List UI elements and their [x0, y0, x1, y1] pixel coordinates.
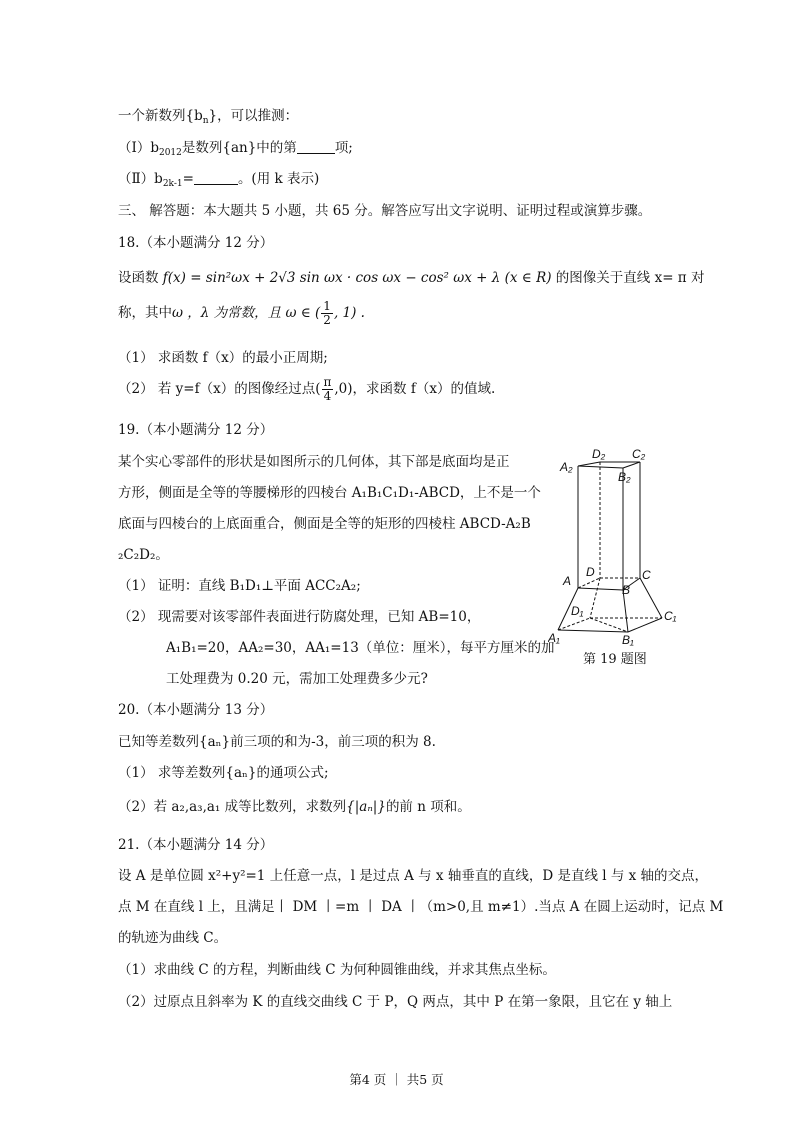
diagonal-b1d1	[590, 618, 628, 632]
label-d2: D₂	[592, 447, 606, 461]
problem-19-text-4: ₂C₂D₂。	[118, 547, 169, 563]
problem-20-heading: 20.（本小题满分 13 分）	[118, 702, 274, 718]
problem-19-q2-line1: （2） 现需要对该零部件表面进行防腐处理，已知 AB=10，	[118, 609, 481, 625]
edge-dd1-hidden	[590, 578, 600, 618]
problem-18-q1: （1） 求函数 f（x）的最小正周期;	[118, 350, 328, 366]
problem-21-heading: 21.（本小题满分 14 分）	[118, 837, 274, 853]
sub-question-2: $(Ⅱ)b_{2k-1}=$ 。(用 k 表示)	[118, 171, 320, 189]
label-b2: B₂	[618, 470, 631, 484]
problem-19-q2-line2: A₁B₁=20，AA₂=30，AA₁=13（单位：厘米），每平方厘米的加	[166, 640, 555, 656]
fraction: $\frac{\pi}{4}$	[323, 375, 332, 403]
problem-18-statement: 设函数 f(x) = sin²ωx + 2√3 sin ωx · cos ωx − cos² ωx + λ (x ∈ R) 的图像关于直线 x= π 对	[118, 270, 705, 286]
intro-line: 一个新数列$\{b_n\}$，可以推测：	[118, 108, 299, 126]
label-c2: C₂	[632, 447, 646, 461]
problem-19-text-2: 方形，侧面是全等的等腰梯形的四棱台 A₁B₁C₁D₁-ABCD，上不是一个	[118, 485, 541, 501]
solid-geometry-figure	[548, 446, 688, 646]
problem-21-q2: （2）过原点且斜率为 K 的直线交曲线 C 于 P，Q 两点，其中 P 在第一象限，且它在 y 轴上	[118, 994, 673, 1010]
answer-blank	[297, 141, 335, 154]
label-a2: A₂	[560, 460, 573, 474]
section-3-heading: 三、 解答题：本大题共 5 小题，共 65 分。解答应写出文字说明、证明过程或演算步骤。	[118, 203, 652, 219]
edge-c2b2	[623, 462, 640, 468]
problem-19-text-1: 某个实心零部件的形状是如图所示的几何体，其下部是底面均是正	[118, 454, 510, 470]
problem-19-text-3: 底面与四棱台的上底面重合，侧面是全等的矩形的四棱柱 ABCD-A₂B	[118, 516, 531, 532]
problem-19-heading: 19.（本小题满分 12 分）	[118, 422, 274, 438]
label-c: C	[642, 568, 651, 582]
edge-b1c1	[628, 618, 662, 632]
problem-21-text-1: 设 A 是单位圆 x²+y²=1 上任意一点，l 是过点 A 与 x 轴垂直的直线，D 是直线 l 与 x 轴的交点，	[118, 868, 709, 884]
edge-ab	[578, 588, 623, 590]
edge-a2d2	[578, 462, 600, 466]
sub-question-1: $(Ⅰ)b_{2012}$是数列{an}中的第 项;	[118, 140, 353, 158]
label-c1: C₁	[664, 609, 677, 623]
problem-18-heading: 18.（本小题满分 12 分）	[118, 235, 274, 251]
fraction: $\frac{1}{2}$	[323, 299, 331, 327]
problem-19-q2-line3: 工处理费为 0.20 元，需加工处理费多少元?	[166, 671, 428, 687]
answer-blank	[194, 172, 238, 185]
problem-20-q1: （1） 求等差数列{aₙ}的通项公式;	[118, 765, 329, 781]
edge-cc1	[640, 578, 662, 618]
label-a1: A₁	[548, 631, 560, 645]
problem-20-statement: 已知等差数列{aₙ}前三项的和为-3，前三项的积为 8.	[118, 734, 436, 750]
problem-19-q1: （1） 证明：直线 B₁D₁⊥平面 ACC₂A₂;	[118, 578, 361, 594]
label-b1: B₁	[622, 633, 634, 646]
label-d1: D₁	[571, 604, 584, 618]
label-d: D	[586, 565, 595, 579]
edge-ad-hidden	[578, 578, 600, 588]
page-footer: 第4 页 ｜ 共5 页	[349, 1072, 444, 1087]
problem-21-text-2: 点 M 在直线 l 上，且满足丨 DM 丨=m 丨 DA 丨（m>0,且 m≠1）.当点 A 在圆上运动时，记点 M	[118, 899, 724, 915]
problem-18-condition: 称，其中ω ，λ 为常数，且 ω ∈ ( $\frac{1}{2}$ , 1) .	[118, 299, 365, 327]
label-a: A	[563, 574, 572, 588]
problem-18-q2: （2） 若 y=f（x）的图像经过点( $\frac{\pi}{4}$ ,0)，求函数 f（x）的值域.	[118, 375, 496, 403]
edge-a1b1	[558, 630, 628, 632]
problem-21-text-3: 的轨迹为曲线 C。	[118, 930, 228, 946]
problem-21-q1: （1）求曲线 C 的方程，判断曲线 C 为何种圆锥曲线，并求其焦点坐标。	[118, 962, 556, 978]
problem-20-q2: （2）若 a₂,a₃,a₁ 成等比数列，求数列{|aₙ|}的前 n 项和。	[118, 799, 471, 815]
label-b: B	[622, 583, 631, 597]
figure-caption: 第 19 题图	[583, 652, 647, 667]
